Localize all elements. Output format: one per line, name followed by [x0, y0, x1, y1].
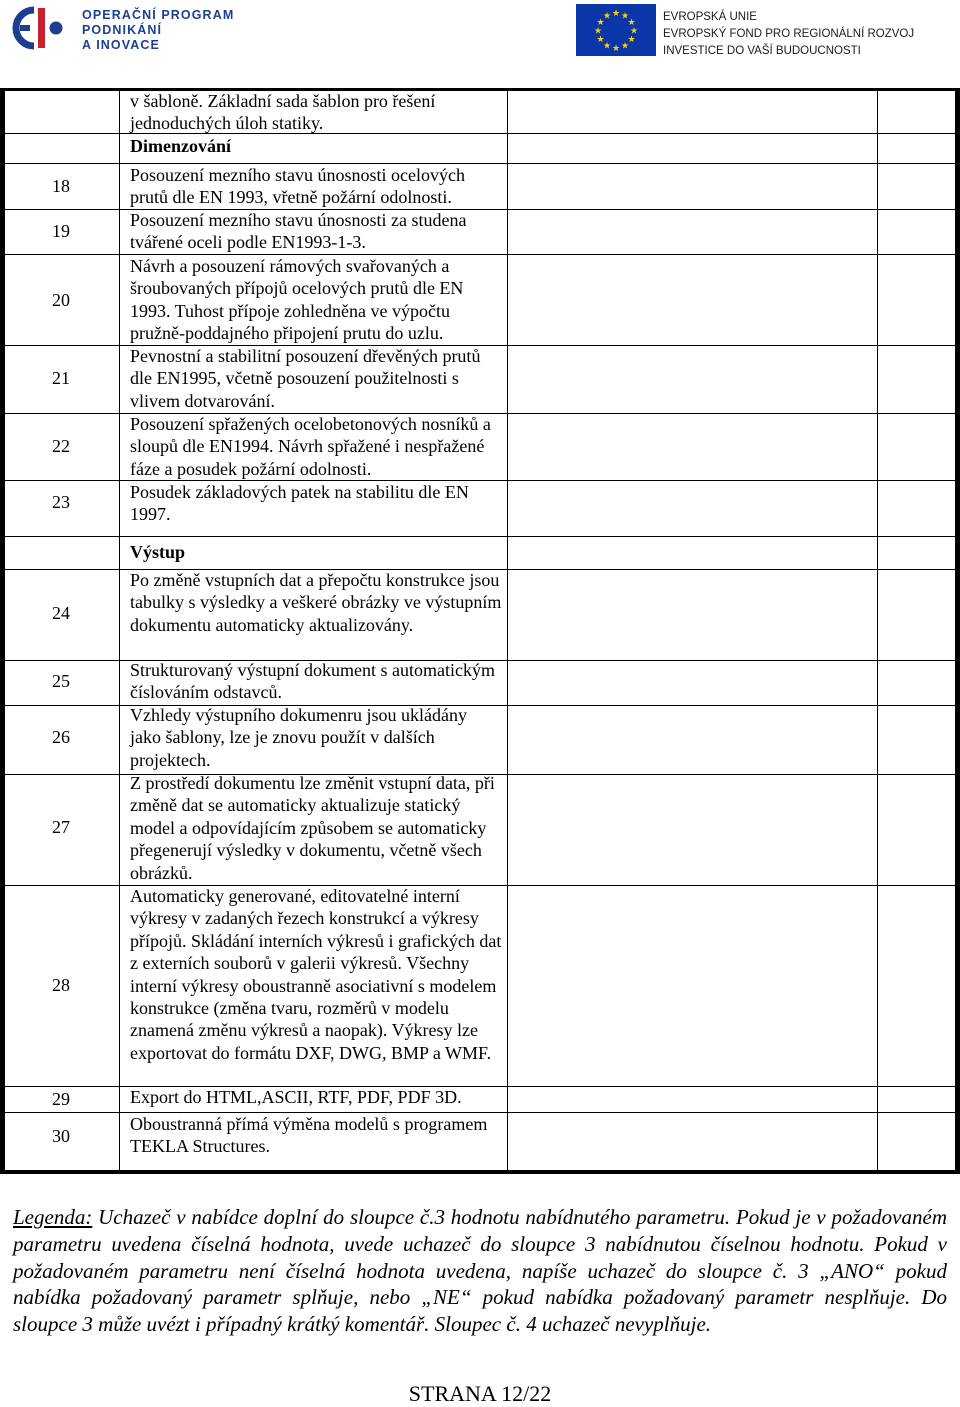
page-number: STRANA 12/22 [408, 1381, 552, 1406]
column-divider [507, 88, 508, 1170]
table-row-text: Vzhledy výstupního dokumenru jsou ukládány jako šablony, lze je znovu použít v dalších projektech. [130, 705, 467, 770]
row-number: 19 [52, 221, 70, 241]
op-program-name: OPERAČNÍ PROGRAM PODNIKÁNÍ A INOVACE [82, 8, 235, 52]
svg-text:★: ★ [596, 35, 605, 45]
table-row-text: Po změně vstupních dat a přepočtu konstrukce jsou tabulky s výsledky a veškeré obrázky ve výstupním dokumentu automaticky aktualizovány. [130, 570, 502, 635]
column-divider [877, 88, 878, 1170]
row-divider [5, 536, 955, 537]
svg-text:★: ★ [602, 11, 612, 22]
table-row-text: Posouzení mezního stavu únosnosti za studena tvářené oceli podle EN1993-1-3. [130, 210, 467, 253]
svg-text:★: ★ [611, 9, 621, 19]
svg-text:★: ★ [611, 44, 621, 54]
row-number: 25 [52, 671, 70, 691]
svg-text:★: ★ [602, 41, 612, 52]
table-row-text: Automaticky generované, editovatelné interní výkresy v zadaných řezech konstrukcí a výkresy přípojů. Skládání interních výkresů i grafických dat z externích souborů v galerii výkresů. Všechny interní výkresy oboustranně asociativní s modelem konstrukce (změna tvaru, rozměrů v modelu znamená změnu výkresů a naopak). Výkresy lze exportovat do formátu DXF, DWG, BMP a WMF. [130, 886, 502, 1063]
table-border-right [955, 88, 960, 1174]
svg-text:★: ★ [593, 26, 603, 37]
legend-label: Legenda: [13, 1205, 93, 1229]
row-number: 26 [52, 727, 70, 747]
row-number: 24 [52, 603, 70, 623]
table-row-text: Posouzení spřažených ocelobetonových nosníků a sloupů dle EN1994. Návrh spřažené i nespřažené fáze a posudek požární odolnosti. [130, 414, 491, 479]
table-row-text: Návrh a posouzení rámových svařovaných a šroubovaných přípojů ocelových prutů dle EN 1993. Tuhost přípoje zohledněna ve výpočtu pružně-poddajného připojení prutu do uzlu. [130, 256, 464, 344]
table-row-text: Pevnostní a stabilitní posouzení dřevěných prutů dle EN1995, včetně posouzení použitelnosti s vlivem dotvarování. [130, 346, 481, 411]
table-border-bottom [0, 1170, 960, 1174]
section-heading: Výstup [130, 542, 186, 562]
table-row-text: Posouzení mezního stavu únosnosti ocelových prutů dle EN 1993, vřetně požární odolnosti. [130, 165, 465, 208]
row-number: 23 [52, 492, 70, 512]
table-row-text: Strukturovaný výstupní dokument s automatickým číslováním odstavců. [130, 660, 495, 703]
row-number: 29 [52, 1089, 70, 1109]
row-number: 22 [52, 436, 70, 456]
table-row-text: Z prostředí dokumentu lze změnit vstupní data, při změně dat se automaticky aktualizuje statický model a odpovídajícím způsobem se automaticky přegenerují výsledky v dokumentu, včetně všech obrázků. [130, 773, 495, 883]
legend-text: Uchazeč v nabídce doplní do sloupce č.3 hodnotu nabídnutého parametru. Pokud je v požadovaném parametru uvedena číselná hodnota, uvede uchazeč do sloupce 3 nabídnutou číselnou hodnotu. Pokud v požadovaném parametru není číselná hodnota uvedena, napíše uchazeč do sloupce č. 3 „ANO“ pokud nabídka požadovaný parametr splňuje, nebo „NE“ pokud nabídka požadovaný parametr nesplňuje. Do sloupce 3 může uvézt i případný krátký komentář. Sloupec č. 4 uchazeč nevyplňuje. [13, 1205, 947, 1337]
table-row-text: v šabloně. Základní sada šablon pro řešení jednoduchých úloh statiky. [130, 91, 436, 134]
table-border-left [0, 88, 5, 1174]
svg-text:★: ★ [627, 35, 636, 45]
table-row-text: Oboustranná přímá výměna modelů s programem TEKLA Structures. [130, 1114, 488, 1157]
row-number: 30 [52, 1126, 70, 1146]
row-number: 21 [52, 368, 70, 388]
svg-text:★: ★ [627, 18, 636, 28]
table-row-text: Posudek základových patek na stabilitu dle EN 1997. [130, 482, 469, 525]
legend-paragraph [13, 1204, 947, 1338]
row-number: 18 [52, 176, 70, 196]
row-number: 20 [52, 290, 70, 310]
op-pia-logo-icon [12, 6, 64, 50]
page-header [0, 0, 960, 60]
svg-text:★: ★ [629, 26, 639, 37]
svg-text:★: ★ [620, 41, 630, 52]
eu-fund-text: EVROPSKÁ UNIE EVROPSKÝ FOND PRO REGIONÁLNÍ ROZVOJ INVESTICE DO VAŠÍ BUDOUCNOSTI [663, 11, 915, 57]
column-divider [119, 88, 120, 1170]
eu-flag-icon [576, 4, 656, 56]
section-heading: Dimenzování [130, 136, 231, 156]
row-number: 27 [52, 817, 70, 837]
table-row-text: Export do HTML,ASCII, RTF, PDF, PDF 3D. [130, 1087, 462, 1107]
row-number: 28 [52, 975, 70, 995]
svg-text:★: ★ [620, 11, 630, 22]
requirements-table [0, 88, 960, 1174]
svg-text:★: ★ [596, 18, 605, 28]
